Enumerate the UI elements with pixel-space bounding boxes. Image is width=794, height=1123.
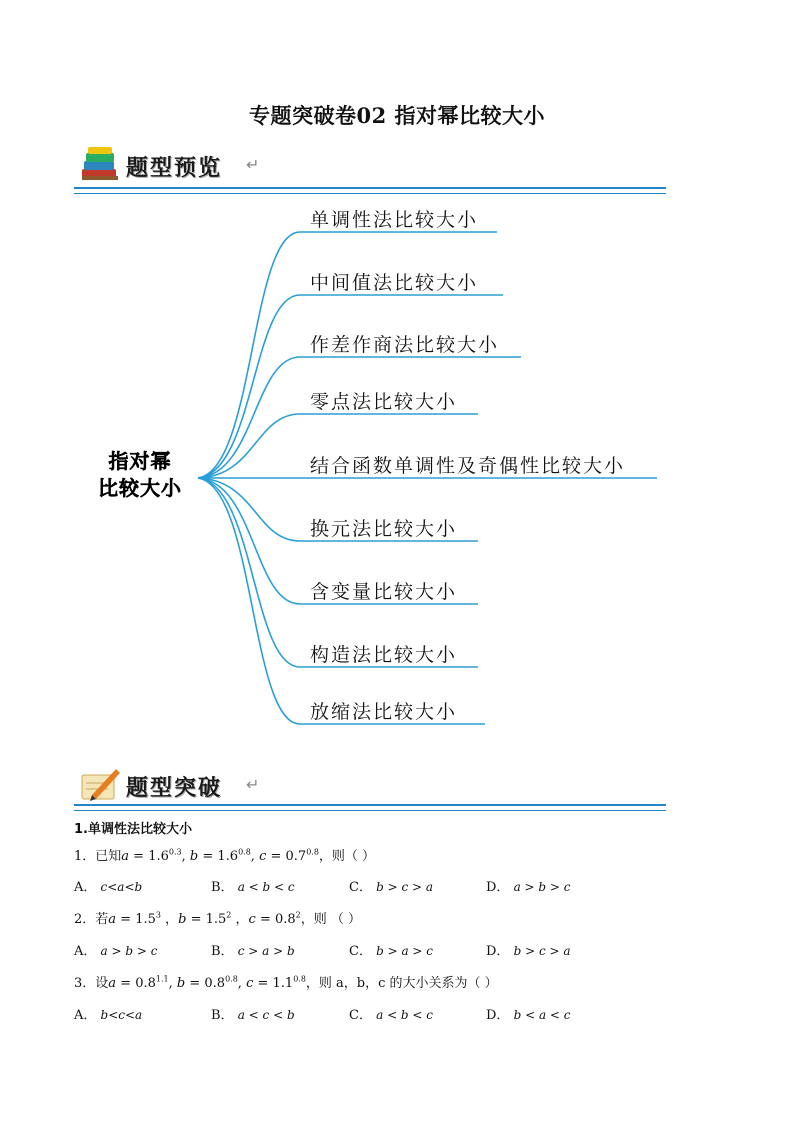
option-b[interactable] bbox=[211, 876, 295, 895]
question-stem: $a = 0.8^{1.1}$, $b = 0.8^{0.8}$, $c = 1.1^{0.8}$ bbox=[108, 974, 306, 991]
return-mark: ↵ bbox=[246, 775, 260, 794]
option-letter: D． bbox=[486, 944, 510, 959]
mindmap-branch: 放缩法比较大小 bbox=[310, 701, 458, 723]
section1-heading: 1.单调性法比较大小 bbox=[74, 822, 192, 837]
option-letter: B． bbox=[211, 880, 234, 895]
option-d[interactable] bbox=[486, 940, 571, 959]
question-prefix: 3．设 bbox=[74, 976, 109, 991]
option-b[interactable] bbox=[211, 940, 295, 959]
option-c[interactable] bbox=[349, 1004, 433, 1023]
option-letter: D． bbox=[486, 880, 510, 895]
question-suffix: ，则 a，b，c 的大小关系为（ ） bbox=[305, 976, 498, 991]
question-prefix: 1．已知 bbox=[74, 849, 122, 864]
question-prefix: 2．若 bbox=[74, 912, 109, 927]
question-suffix: ，则（ ） bbox=[318, 849, 376, 864]
mindmap-branch: 结合函数单调性及奇偶性比较大小 bbox=[310, 455, 626, 477]
mindmap-branch: 含变量比较大小 bbox=[310, 581, 458, 603]
mindmap-branch: 构造法比较大小 bbox=[310, 644, 458, 666]
option-d[interactable] bbox=[486, 876, 571, 895]
breakthrough-heading: 题型突破 bbox=[126, 776, 223, 801]
mindmap-branch: 单调性法比较大小 bbox=[310, 209, 479, 231]
option-c[interactable] bbox=[349, 876, 433, 895]
pencil-note-icon bbox=[78, 765, 122, 805]
option-text: b > c > a bbox=[376, 880, 434, 894]
breakthrough-section-header bbox=[78, 765, 278, 805]
mindmap-center bbox=[80, 448, 200, 502]
option-text: c > a > b bbox=[237, 944, 295, 958]
option-a[interactable] bbox=[74, 940, 157, 959]
option-text: b<c<a bbox=[100, 1008, 143, 1022]
mindmap-center-line2: 比较大小 bbox=[98, 476, 182, 500]
option-a[interactable] bbox=[74, 1004, 142, 1023]
overview-heading: 题型预览 bbox=[126, 156, 223, 181]
option-c[interactable] bbox=[349, 940, 433, 959]
option-text: a < c < b bbox=[237, 1008, 295, 1022]
question-stem: $a = 1.5^3$ ，$b = 1.5^2$ ，$c = 0.8^2$ bbox=[108, 910, 301, 927]
option-letter: A． bbox=[74, 880, 97, 895]
mindmap-center-line1: 指对幂 bbox=[108, 449, 172, 473]
option-letter: B． bbox=[211, 944, 234, 959]
section-divider bbox=[74, 804, 666, 811]
question-suffix: ，则 （ ） bbox=[300, 912, 362, 927]
option-text: c<a<b bbox=[100, 880, 143, 894]
option-a[interactable] bbox=[74, 876, 142, 895]
question-stem: $a = 1.6^{0.3}$, $b = 1.6^{0.8}$, $c = 0.7^{0.8}$ bbox=[121, 847, 319, 864]
mindmap-branch: 作差作商法比较大小 bbox=[310, 334, 500, 356]
option-d[interactable] bbox=[486, 1004, 571, 1023]
option-letter: C． bbox=[349, 944, 372, 959]
option-letter: A． bbox=[74, 944, 97, 959]
option-letter: D． bbox=[486, 1008, 510, 1023]
option-text: a > b > c bbox=[513, 880, 571, 894]
mindmap-branch: 零点法比较大小 bbox=[310, 391, 458, 413]
option-letter: B． bbox=[211, 1008, 234, 1023]
mindmap-branch: 换元法比较大小 bbox=[310, 518, 458, 540]
mindmap-branch: 中间值法比较大小 bbox=[310, 272, 479, 294]
option-b[interactable] bbox=[211, 1004, 295, 1023]
option-text: a < b < c bbox=[376, 1008, 434, 1022]
option-text: b > c > a bbox=[513, 944, 571, 958]
option-letter: A． bbox=[74, 1008, 97, 1023]
option-letter: C． bbox=[349, 880, 372, 895]
option-text: b < a < c bbox=[513, 1008, 571, 1022]
question-1 bbox=[74, 845, 375, 864]
option-text: b > a > c bbox=[376, 944, 434, 958]
option-letter: C． bbox=[349, 1008, 372, 1023]
option-text: a < b < c bbox=[237, 880, 295, 894]
question-3 bbox=[74, 972, 498, 991]
question-2 bbox=[74, 908, 361, 927]
return-mark: ↵ bbox=[246, 155, 260, 174]
option-text: a > b > c bbox=[100, 944, 158, 958]
page-title: 专题突破卷02 指对幂比较大小 bbox=[248, 103, 546, 128]
